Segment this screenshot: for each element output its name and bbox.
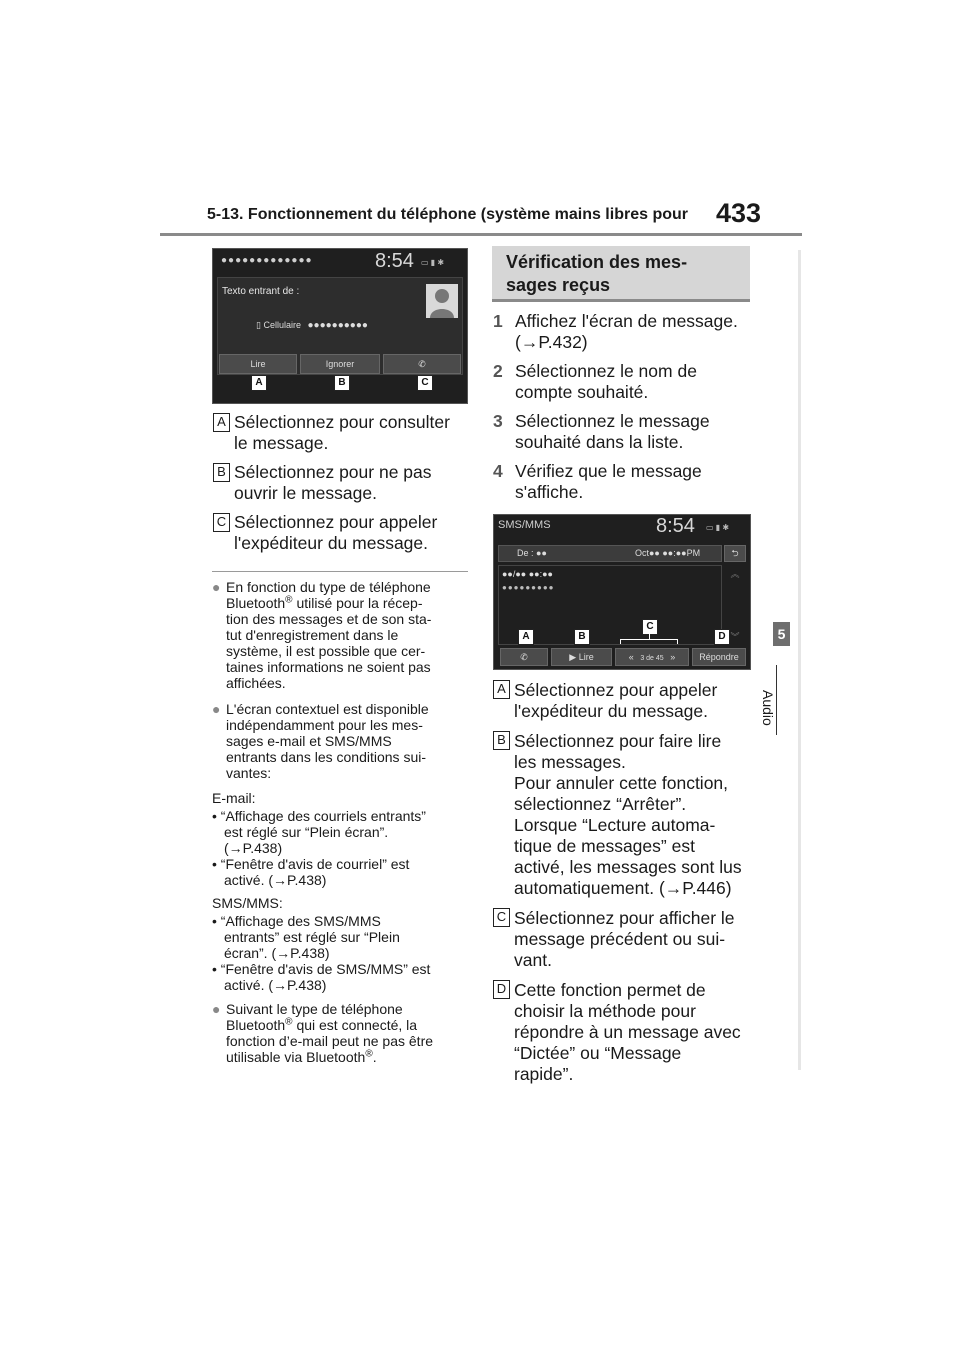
chapter-divider [776, 665, 777, 735]
section-heading-line2: sages reçus [506, 275, 611, 295]
callout-d: D [714, 629, 730, 645]
page-number: 433 [716, 198, 762, 228]
message-text: ●●●●●●●●● [502, 583, 555, 592]
section-heading [492, 246, 750, 302]
sms-cond-1-line2: entrants” est réglé sur “Plein [224, 929, 400, 945]
chapter-number: 5 [773, 622, 790, 646]
note-3-period: . [372, 1049, 377, 1065]
right-b-line3: Pour annuler cette fonction, [514, 773, 729, 793]
item-b-line1: Sélectionnez pour ne pas [234, 462, 432, 482]
step-3 [493, 411, 755, 453]
note-3-brand: Bluetooth [226, 1017, 286, 1033]
scroll-up-icon[interactable]: ︽ [730, 569, 740, 579]
notes-rule [212, 571, 468, 572]
note-1-line7: affichées. [226, 675, 286, 691]
step-2 [493, 361, 755, 403]
note-2-line1: L'écran contextuel est disponible [226, 701, 429, 717]
step-3-line1: Sélectionnez le message [515, 411, 710, 431]
reply-button[interactable]: Répondre [692, 648, 746, 666]
right-item-a [493, 680, 759, 722]
callout-a: A [518, 629, 534, 645]
email-cond-1-line3: (→P.438) [224, 840, 283, 856]
label-box-b: B [213, 463, 230, 482]
step-1-number: 1 [493, 311, 503, 331]
step-1-line1: Affichez l'écran de message. [515, 311, 738, 331]
right-b-line4: sélectionnez “Arrêter”. [514, 794, 687, 814]
note-1-line6: taines informations ne soient pas [226, 659, 431, 675]
step-1 [493, 311, 755, 353]
note-3 [212, 1001, 474, 1065]
back-arrow-icon: ⮌ [731, 548, 739, 558]
mobile-icon: ▯ [256, 320, 264, 330]
right-d-line4: “Dictée” ou “Message [514, 1043, 682, 1063]
right-b-line6: tique de messages” est [514, 836, 695, 856]
screen-clock: 8:54 [375, 250, 414, 272]
callout-bracket-c [620, 639, 678, 644]
registered-mark: ® [285, 594, 293, 606]
label-box-b: B [493, 731, 510, 750]
email-cond-1-line1: • “Affichage des courriels entrants” [212, 808, 426, 824]
message-view-screen [493, 514, 751, 670]
right-b-line5: Lorsque “Lecture automa- [514, 815, 716, 835]
note-3-line2: qui est connecté, la [296, 1017, 418, 1033]
step-4-line1: Vérifiez que le message [515, 461, 702, 481]
label-box-a: A [493, 680, 510, 699]
item-a-line2: le message. [234, 433, 329, 453]
note-1-line4: tut d'enregistrement dans le [226, 627, 399, 643]
contact-photo [426, 284, 458, 318]
read-aloud-button[interactable]: ▶ Lire [551, 648, 612, 666]
right-items [493, 680, 759, 1085]
right-d-line5: rapide”. [514, 1064, 574, 1084]
step-2-line2: compte souhaité. [515, 382, 649, 402]
step-1-line2: (→P.432) [515, 332, 588, 352]
section-heading-line1: Vérification des mes- [506, 252, 688, 272]
note-1-line3: tion des messages et de son sta- [226, 611, 432, 627]
sms-cond-2-line1: • “Fenêtre d'avis de SMS/MMS” est [212, 961, 431, 977]
registered-mark: ® [285, 1016, 293, 1028]
note-3-line3: fonction d’e-mail peut ne pas être [226, 1033, 434, 1049]
email-label: E-mail: [212, 790, 256, 806]
message-counter: 3 de 45 [640, 655, 664, 662]
chapter-name: Audio [760, 690, 776, 726]
note-2-line3: sages e-mail et SMS/MMS [226, 733, 392, 749]
header-rule [160, 233, 802, 236]
label-box-d: D [493, 980, 510, 999]
email-cond-2-line2: activé. (→P.438) [224, 872, 327, 888]
callout-b: B [334, 375, 350, 391]
right-item-b [493, 731, 759, 899]
sms-cond-1-line3: écran”. (→P.438) [224, 945, 330, 961]
ignore-button[interactable]: Ignorer [300, 354, 380, 374]
phone-icon: ✆ [520, 652, 528, 662]
note-2-line5: vantes: [226, 765, 272, 781]
source-label: Cellulaire [263, 320, 301, 330]
right-d-line3: répondre à un message avec [514, 1022, 741, 1042]
right-b-line7: activé, les messages sont lus [514, 857, 742, 877]
step-3-line2: souhaité dans la liste. [515, 432, 684, 452]
email-cond-1-line2: est réglé sur “Plein écran”. [224, 824, 389, 840]
person-icon [426, 284, 458, 318]
message-navigation[interactable] [615, 648, 689, 666]
right-a-line2: l'expéditeur du message. [514, 701, 709, 721]
sms-label: SMS/MMS: [212, 895, 283, 911]
right-item-d [493, 980, 759, 1085]
right-b-line1: Sélectionnez pour faire lire [514, 731, 722, 751]
note-2-line2: indépendamment pour les mes- [226, 717, 423, 733]
scrollbar[interactable] [728, 567, 742, 643]
note-2 [212, 701, 474, 781]
step-4-number: 4 [493, 461, 503, 481]
item-b-line2: ouvrir le message. [234, 483, 377, 503]
screen2-status-icons: ▭ ▮ ✱ [706, 523, 730, 532]
read-button[interactable]: Lire [219, 354, 297, 374]
phone-icon: ✆ [418, 359, 426, 369]
note-3-line1: Suivant le type de téléphone [226, 1001, 403, 1017]
next-icon[interactable]: » [670, 652, 676, 662]
callout-b: B [574, 629, 590, 645]
bullet-dot-icon: ● [212, 701, 221, 717]
screen2-clock: 8:54 [656, 515, 695, 537]
right-b-line2: les messages. [514, 752, 626, 772]
label-box-a: A [213, 413, 230, 432]
right-a-line1: Sélectionnez pour appeler [514, 680, 718, 700]
step-3-number: 3 [493, 411, 503, 431]
item-c-text [234, 512, 437, 554]
item-b-text [234, 462, 432, 504]
section-title: 5-13. Fonctionnement du téléphone (système mains libres pour [207, 206, 688, 223]
right-c-line2: message précédent ou sui- [514, 929, 726, 949]
note-1-line2: utilisé pour la récep- [296, 595, 423, 611]
right-c-line3: vant. [514, 950, 552, 970]
date-label: Oct●● ●●:●●PM [635, 548, 701, 558]
call-button[interactable] [383, 354, 461, 374]
scroll-down-icon[interactable]: ︾ [730, 632, 740, 642]
previous-icon[interactable]: « [628, 652, 634, 662]
label-box-c: C [213, 513, 230, 532]
right-item-c [493, 908, 759, 971]
screen-title: ●●●●●●●●●●●●● [221, 255, 313, 266]
sms-conditions [212, 895, 474, 993]
note-1-line1: En fonction du type de téléphone [226, 579, 431, 595]
callout-a: A [251, 375, 267, 391]
email-conditions [212, 790, 474, 888]
message-meta: ●●/●● ●●:●● [502, 569, 553, 579]
right-c-line1: Sélectionnez pour afficher le [514, 908, 735, 928]
side-tab-bar [798, 250, 801, 1070]
callout-line-c [649, 634, 650, 639]
sms-cond-1-line1: • “Affichage des SMS/MMS [212, 913, 381, 929]
incoming-title: Texto entrant de : [222, 286, 300, 297]
email-cond-2-line1: • “Fenêtre d'avis de courriel” est [212, 856, 410, 872]
source-value: ●●●●●●●●●● [307, 320, 368, 331]
step-4 [493, 461, 755, 503]
note-1-line5: système, il est possible que cer- [226, 643, 426, 659]
from-label: De : ●● [517, 548, 547, 558]
status-icons: ▭ ▮ ✱ [421, 258, 445, 267]
bullet-dot-icon: ● [212, 579, 221, 595]
right-d-line2: choisir la méthode pour [514, 1001, 696, 1021]
step-2-line1: Sélectionnez le nom de [515, 361, 697, 381]
step-2-number: 2 [493, 361, 503, 381]
item-c-line1: Sélectionnez pour appeler [234, 512, 438, 532]
back-button[interactable] [724, 545, 746, 562]
label-box-c: C [493, 908, 510, 927]
callout-c: C [642, 619, 658, 635]
right-d-line1: Cette fonction permet de [514, 980, 706, 1000]
note-3-line4: utilisable via Bluetooth [226, 1049, 366, 1065]
right-b-line8: automatiquement. (→P.446) [514, 878, 732, 898]
steps-list [493, 311, 755, 503]
registered-mark: ® [365, 1048, 373, 1060]
note-1-brand: Bluetooth [226, 595, 286, 611]
screen2-title: SMS/MMS [498, 519, 551, 531]
item-c-line2: l'expéditeur du message. [234, 533, 429, 553]
callout-c: C [417, 375, 433, 391]
incoming-text-screen [212, 248, 468, 404]
step-4-line2: s'affiche. [515, 482, 584, 502]
sms-cond-2-line2: activé. (→P.438) [224, 977, 327, 993]
bullet-dot-icon: ● [212, 1001, 221, 1017]
source-row [256, 320, 368, 331]
note-2-line4: entrants dans les conditions sui- [226, 749, 426, 765]
note-1 [212, 579, 474, 691]
item-a-line1: Sélectionnez pour consulter [234, 412, 450, 432]
message-header-bar [498, 545, 722, 562]
call-sender-button[interactable] [500, 648, 548, 666]
item-a-text [234, 412, 450, 454]
